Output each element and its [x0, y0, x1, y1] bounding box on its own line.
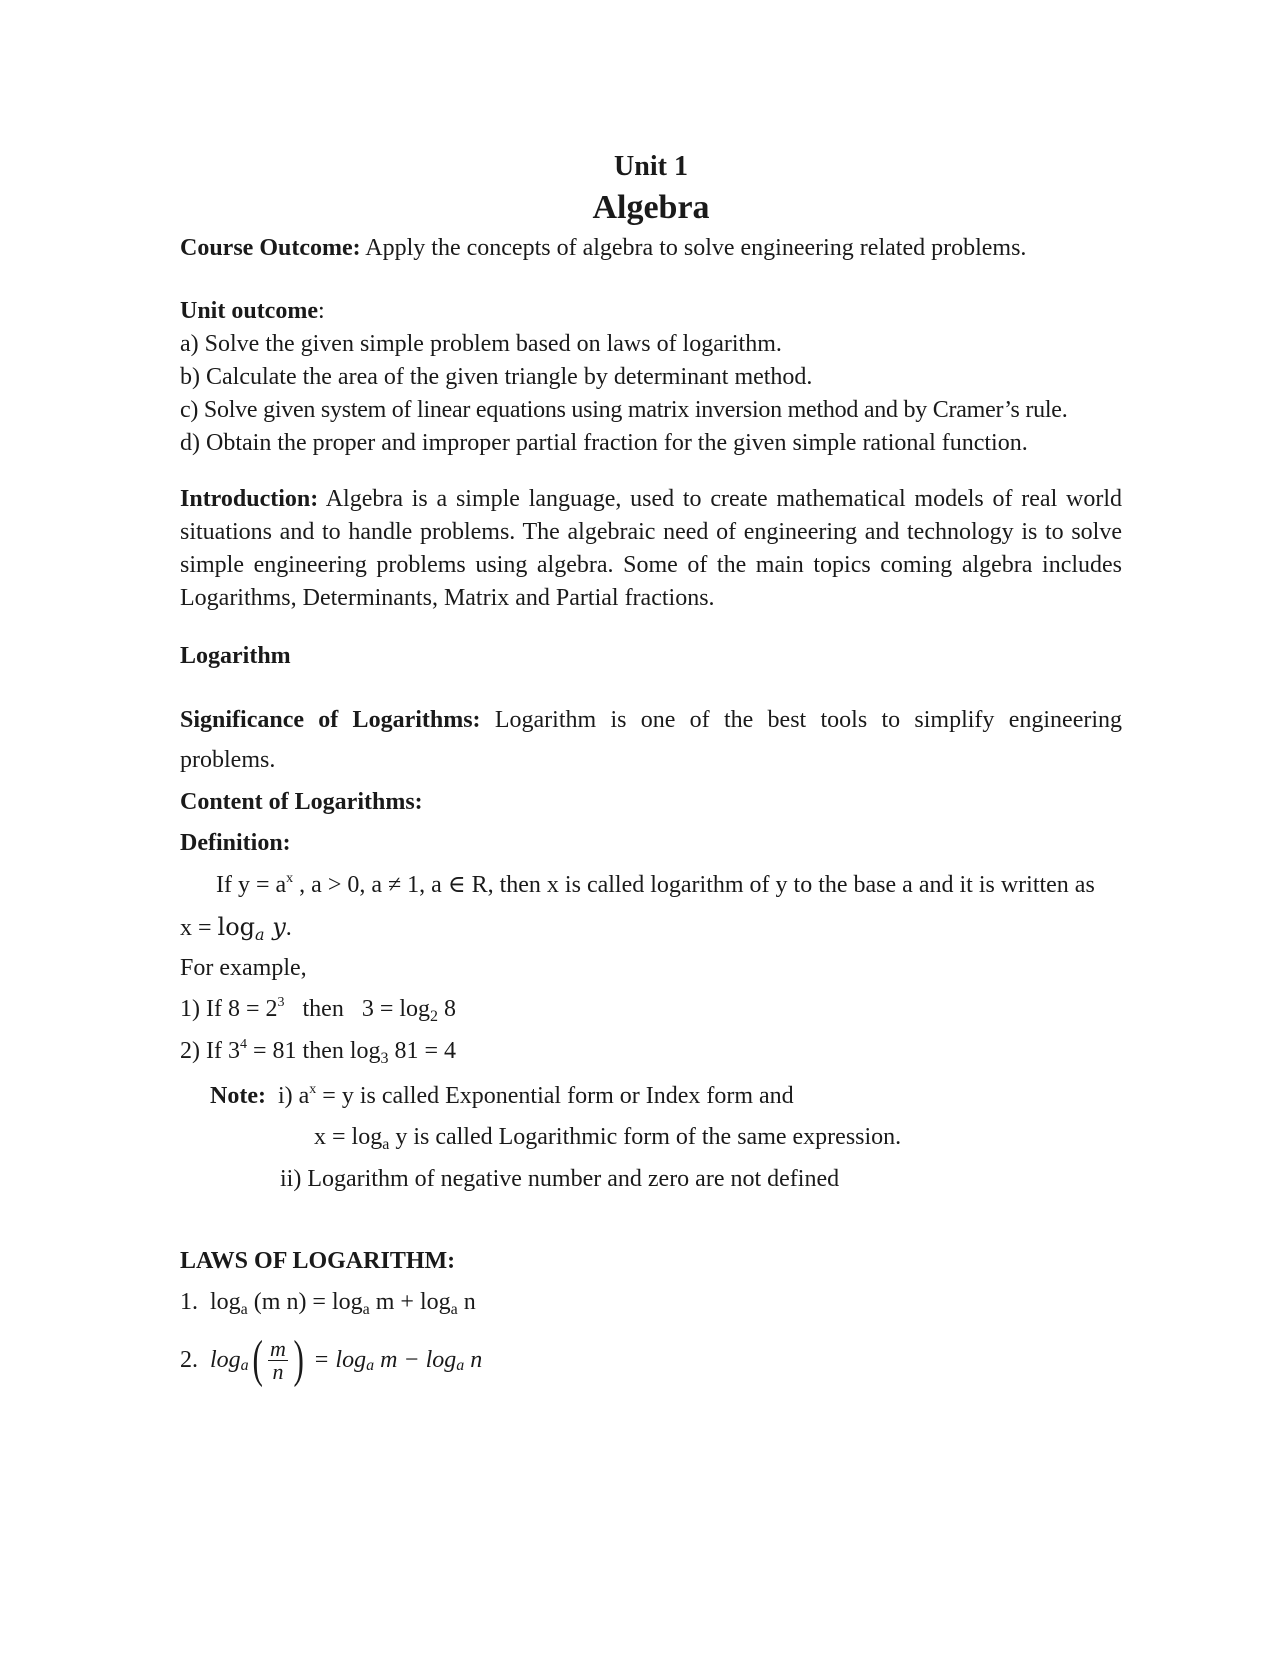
law-text: m + log: [369, 1289, 451, 1315]
unit-outcome-item: d) Obtain the proper and improper partial fraction for the given simple rational function.: [180, 430, 1028, 456]
fraction-denominator: n: [272, 1358, 284, 1384]
note-sup: x: [309, 1082, 317, 1097]
left-paren-icon: (: [252, 1331, 263, 1388]
note-line-2: [180, 1121, 1122, 1154]
unit-outcome-heading: [180, 295, 1122, 328]
example-sup: 3: [277, 995, 285, 1010]
course-outcome-text: Apply the concepts of algebra to solve engineering related problems.: [360, 235, 1027, 261]
unit-title: Algebra: [592, 189, 710, 226]
content-heading-text: Content of Logarithms:: [180, 789, 423, 815]
introduction-paragraph: [180, 483, 1122, 615]
log-arg: y: [264, 913, 286, 941]
unit-outcome-item: c) Solve given system of linear equations using matrix inversion method and by Cramer’s rule.: [180, 397, 1068, 423]
definition-line-1: [180, 869, 1122, 902]
law-text: n: [457, 1289, 476, 1315]
law-log: log: [210, 1346, 241, 1373]
law-text: m − log: [374, 1346, 457, 1373]
introduction-line: situations and to handle problems. The algebraic need of engineering and technology is to solve: [180, 519, 1122, 545]
example-text: 8: [438, 996, 457, 1022]
laws-heading-text: LAWS OF LOGARITHM:: [180, 1248, 456, 1274]
definition-heading: [180, 827, 1122, 860]
example-text: 1) If 8 = 2: [180, 996, 278, 1022]
law-number: 2.: [180, 1346, 210, 1373]
example-sup: 4: [239, 1037, 247, 1052]
introduction-line: Logarithms, Determinants, Matrix and Partial fractions.: [180, 585, 715, 611]
note-text: x = log: [314, 1124, 383, 1150]
right-paren-icon: ): [293, 1331, 304, 1388]
law-text: log: [210, 1289, 241, 1315]
law-sub: a: [240, 1301, 248, 1318]
example-sub: 3: [380, 1050, 389, 1067]
definition-text: , a > 0, a ≠ 1, a ∈ R, then x is called logarithm of y to the base a and it is written as: [293, 872, 1095, 898]
law-sub: a: [362, 1301, 370, 1318]
note-sub: a: [382, 1136, 390, 1153]
unit-outcome-item: b) Calculate the area of the given triangle by determinant method.: [180, 364, 813, 390]
note-text: = y is called Exponential form or Index form and: [316, 1083, 794, 1109]
law-number: 1.: [180, 1289, 210, 1315]
definition-sup: x: [286, 871, 294, 886]
example-text: = 81 then log: [246, 1038, 381, 1064]
log-base: a: [255, 925, 265, 944]
introduction-label: Introduction:: [180, 486, 319, 512]
example-1: [180, 993, 1122, 1026]
example-text: then 3 = log: [284, 996, 431, 1022]
law-1: [180, 1286, 1122, 1319]
definition-text: If y = a: [216, 872, 287, 898]
note-text: y is called Logarithmic form of the same expression.: [389, 1124, 902, 1150]
unit-outcome-item: a) Solve the given simple problem based on laws of logarithm.: [180, 331, 782, 357]
course-outcome-label: Course Outcome:: [180, 235, 361, 261]
laws-heading: [180, 1245, 1122, 1278]
significance-text: Logarithm is one of the best tools to simplify engineering: [480, 707, 1123, 733]
note-line-3: ii) Logarithm of negative number and zero are not defined: [280, 1166, 840, 1192]
note-text: i) a: [265, 1083, 310, 1109]
logarithm-heading-text: Logarithm: [180, 643, 291, 669]
definition-heading-text: Definition:: [180, 830, 291, 856]
example-2: [180, 1035, 1122, 1068]
definition-line-2: [180, 911, 1122, 945]
note-label: Note:: [210, 1083, 266, 1109]
example-intro: For example,: [180, 955, 307, 981]
content-heading: [180, 786, 1122, 819]
law-sub: a: [450, 1301, 458, 1318]
introduction-line: Algebra is a simple language, used to create mathematical models of real world: [318, 486, 1122, 512]
course-outcome: [180, 232, 1122, 265]
definition-period: .: [285, 915, 292, 941]
unit-outcome-label: Unit outcome: [180, 298, 318, 324]
logarithm-heading: [180, 640, 1122, 673]
definition-text: x =: [180, 915, 218, 941]
significance-label: Significance of Logarithms:: [180, 707, 481, 733]
law-text: (m n) = log: [247, 1289, 363, 1315]
significance-line-2: problems.: [180, 747, 276, 773]
log-text: log: [217, 913, 256, 941]
significance-line: [180, 704, 1122, 737]
unit-label: Unit 1: [614, 151, 688, 182]
law-text: n: [464, 1346, 483, 1373]
note-line-1: [180, 1080, 1122, 1113]
law-2: 2. log a ( $\frac{m}{n}$ ) = log a m − log a n: [180, 1331, 483, 1388]
introduction-line: simple engineering problems using algebra. Some of the main topics coming algebra includes: [180, 552, 1122, 578]
example-sub: 2: [430, 1008, 439, 1025]
fraction-numerator: m: [270, 1335, 286, 1361]
law-text: = log: [307, 1346, 367, 1373]
example-text: 81 = 4: [388, 1038, 457, 1064]
fraction: [268, 1335, 288, 1384]
unit-outcome-section: [180, 295, 1122, 460]
unit-outcome-colon: :: [317, 298, 325, 324]
example-text: 2) If 3: [180, 1038, 240, 1064]
unit-outcome-list: [180, 328, 1122, 460]
